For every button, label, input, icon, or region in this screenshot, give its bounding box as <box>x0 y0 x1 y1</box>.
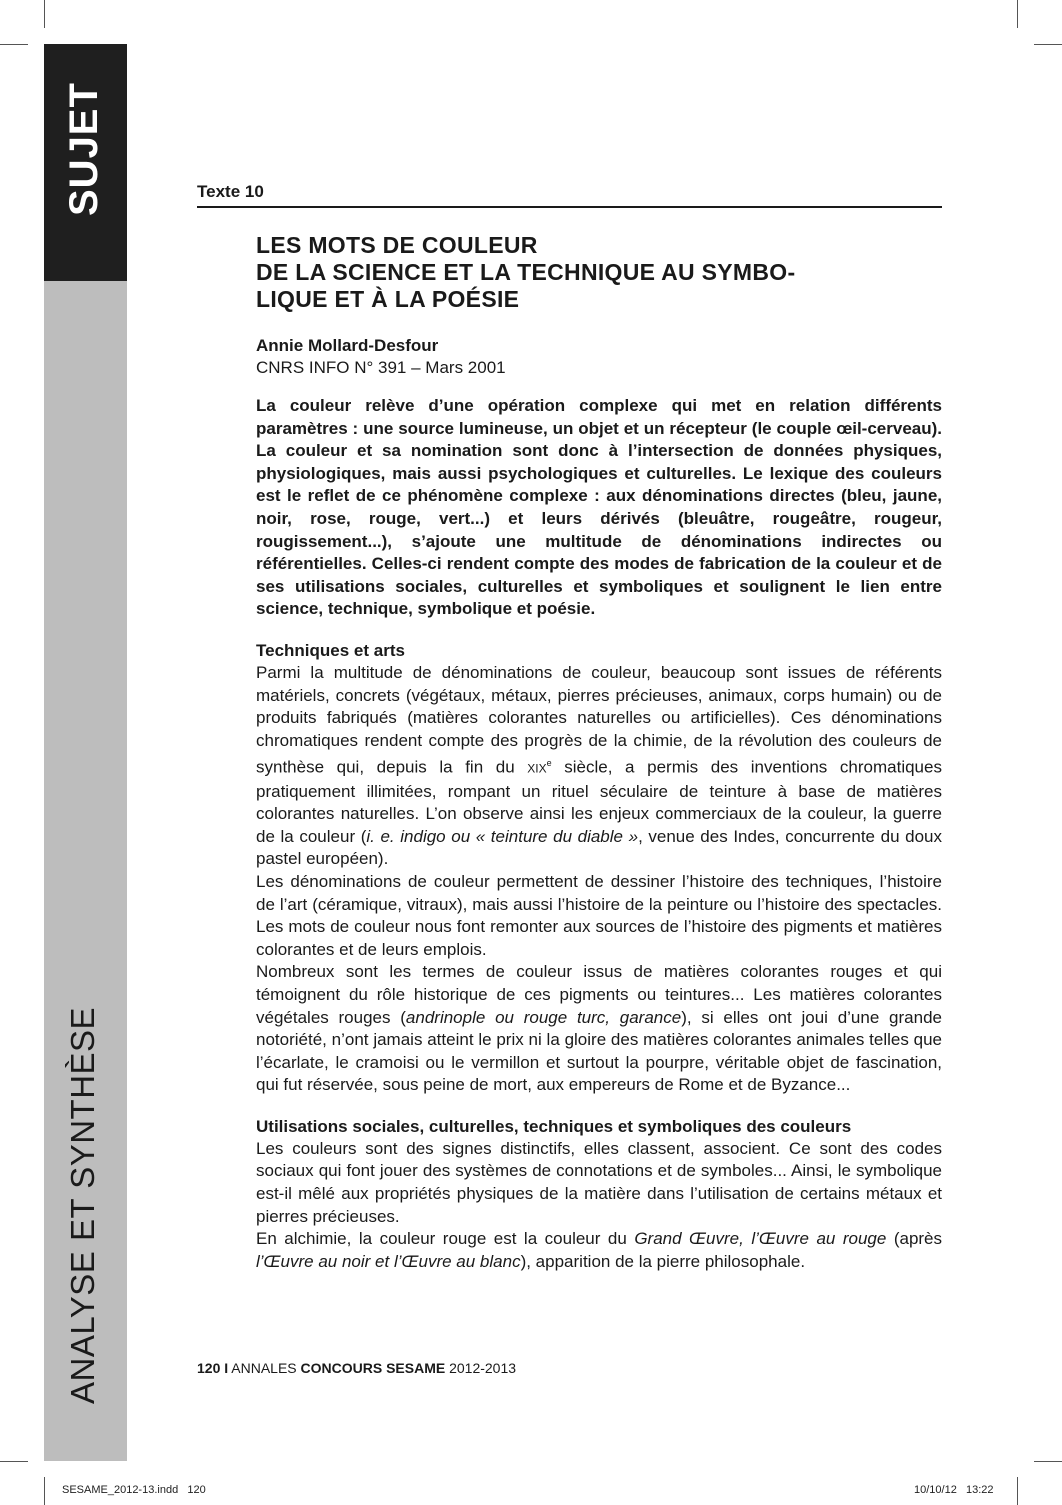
crop-mark <box>0 44 28 45</box>
italic-term: i. e. indigo ou « teinture du diable » <box>366 826 639 846</box>
italic-term: andrinople ou rouge turc, garance <box>405 1007 682 1027</box>
paragraph <box>256 961 942 1097</box>
sidebar-sujet-label: SUJET <box>62 82 106 216</box>
century-superscript: e <box>546 758 552 769</box>
intro-paragraph: La couleur relève d’une opération complexe qui met en relation différents paramètres : une source lumineuse, un objet et un récepteur (le couple œil-cerveau). La couleur et sa nomination sont donc à l’intersection de données physiques, physiologiques, mais aussi psychologiques et culturelles. Le lexique des couleurs est le reflet de ce phénomène complexe : aux dénominations directes (bleu, jaune, noir, rose, rouge, vert...) et leurs dérivés (bleuâtre, rougeâtre, rougeur, rougissement...), s’ajoute une multitude de dénominations indirectes ou référentielles. Celles-ci rendent compte des modes de fabrication de la couleur et de ses utilisations sociales, culturelles et symboliques et soulignent le lien entre science, technique, symbolique et poésie. <box>256 396 942 619</box>
crop-mark <box>1034 1461 1062 1462</box>
title-line-2: DE LA SCIENCE ET LA TECHNIQUE AU SYMBO- <box>256 259 796 285</box>
print-slug-datetime: 10/10/12 13:22 <box>914 1484 994 1496</box>
paragraph <box>256 1228 942 1273</box>
footer-annales: ANNALES <box>231 1360 297 1376</box>
text-span: Nombreux sont les termes de couleur issus de matières colorantes rouges et qui témoignent du rôle historique de ces pigments ou teintures... Les matières colorantes végétales rouges ( <box>256 962 942 1027</box>
crop-mark <box>44 1477 45 1505</box>
page-footer <box>197 1360 516 1376</box>
section-heading-techniques: Techniques et arts <box>256 640 405 660</box>
title-line-1: LES MOTS DE COULEUR <box>256 232 538 258</box>
footer-separator: I <box>224 1360 229 1376</box>
paragraph: Les dénominations de couleur permettent de dessiner l’histoire des techniques, l’histoire de l’art (céramique, vitraux), mais aussi l’histoire de la peinture ou l’histoire des spectacles. Les mots de couleur nous font remonter aux sources de l’histoire des pigments et matières colorantes et de leurs emplois. <box>256 871 942 959</box>
text-span: Parmi la multitude de dénominations de couleur, beaucoup sont issues de référents matériels, concrets (végétaux, métaux, pierres précieuses, animaux, corps humain) ou de produits fabriqués (matières colorantes naturelles ou artificielles). Ces dénominations chromatiques rendent compte des progrès de la chimie, de la révolution des couleurs de synthèse qui, depuis la fin du <box>256 662 942 777</box>
header-rule <box>197 206 942 208</box>
text-span: siècle, a permis des inventions chromatiques pratiquement illimitées, rompant un rituel séculaire de teinture à base de matières colorantes naturelles. L’on observe ainsi les enjeux commerciaux de la couleur, la guerre de la couleur ( <box>256 757 942 846</box>
text-span: , venue des Indes, concurrente du doux pastel européen). <box>256 826 942 869</box>
title-line-3: LIQUE ET À LA POÉSIE <box>256 286 520 312</box>
footer-years: 2012-2013 <box>449 1360 517 1376</box>
crop-mark <box>0 1461 28 1462</box>
italic-term: l’Œuvre au noir et l’Œuvre au blanc <box>256 1251 521 1271</box>
text-span: (après <box>893 1229 943 1249</box>
source-reference: CNRS INFO N° 391 – Mars 2001 <box>256 358 506 377</box>
sidebar-section-label: ANALYSE ET SYNTHÈSE <box>64 1006 101 1404</box>
section-heading-utilisations: Utilisations sociales, culturelles, techniques et symboliques des couleurs <box>256 1116 852 1136</box>
article-title <box>256 232 942 313</box>
footer-concours: CONCOURS SESAME <box>300 1360 446 1376</box>
crop-mark <box>1017 0 1018 28</box>
print-slug-file: SESAME_2012-13.indd 120 <box>62 1484 206 1496</box>
author-name: Annie Mollard-Desfour <box>256 336 439 355</box>
page-number: 120 <box>197 1360 221 1376</box>
text-span: ), apparition de la pierre philosophale. <box>520 1251 806 1271</box>
text-span: ), si elles ont joui d’une grande notoriété, n’ont jamais atteint le prix ni la gloire des matières colorantes animales telles que l’écarlate, le cramoisi ou le vermillon et surtout la pourpre, véritable objet de fascination, qui fut réservée, sous peine de mort, aux empereurs de Rome et de Byzance... <box>256 1007 942 1095</box>
text-span: En alchimie, la couleur rouge est la couleur du <box>256 1229 627 1249</box>
paragraph: Les couleurs sont des signes distinctifs, elles classent, associent. Ce sont des codes sociaux qui font jouer des systèmes de connotations et de symboles... Ainsi, le symbolique est-il mêlé aux propriétés physiques de la matière dans l’utilisation de certains métaux et pierres précieuses. <box>256 1138 942 1226</box>
crop-mark <box>44 0 45 28</box>
crop-mark <box>1034 44 1062 45</box>
paragraph <box>256 662 942 871</box>
italic-term: Grand Œuvre, l’Œuvre au rouge <box>634 1229 887 1249</box>
century-numeral: XIX <box>527 761 547 776</box>
crop-mark <box>1017 1477 1018 1505</box>
text-number-label: Texte 10 <box>197 182 264 201</box>
article <box>256 232 942 1273</box>
